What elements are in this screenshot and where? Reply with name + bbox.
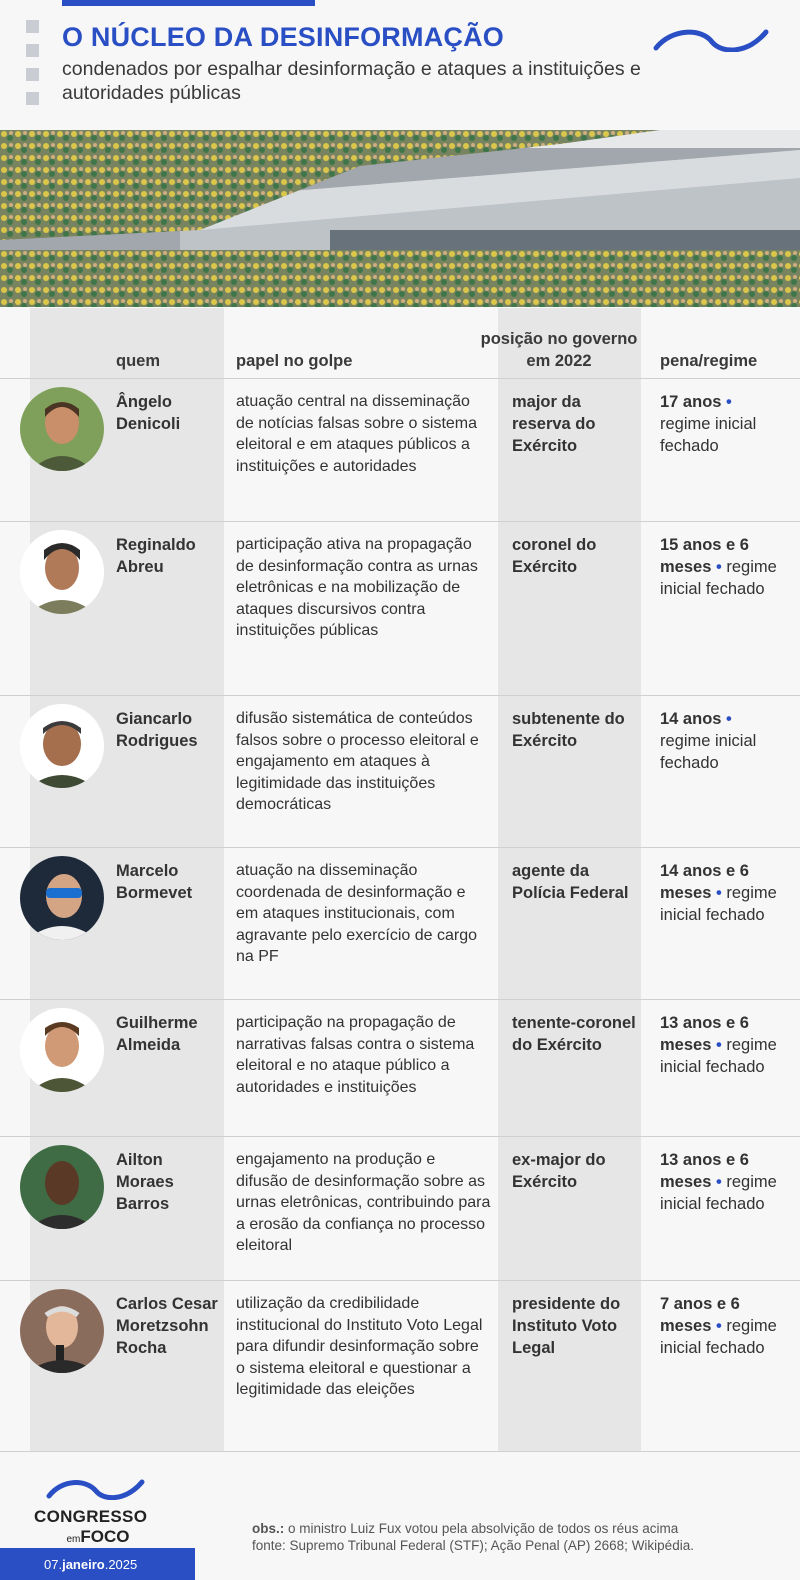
row-name: Ailton Moraes Barros bbox=[116, 1151, 174, 1213]
header-quem: quem bbox=[116, 352, 161, 370]
logo-em: em bbox=[66, 1534, 81, 1545]
row-pena bbox=[660, 1012, 780, 1078]
row-posicao: presidente do Instituto Voto Legal bbox=[512, 1295, 621, 1357]
footnotes bbox=[252, 1520, 792, 1554]
protest-photo bbox=[0, 130, 800, 307]
avatar bbox=[20, 1145, 104, 1229]
decorative-squares bbox=[26, 20, 42, 116]
row-papel: participação na propagação de narrativas falsas contra o sistema eleitoral e no ataque público a autoridades e instituições bbox=[236, 1014, 475, 1096]
pena-value: 17 anos bbox=[660, 393, 722, 411]
avatar bbox=[20, 1289, 104, 1373]
pena-value: 14 anos e 6 meses bbox=[660, 862, 749, 902]
row-name: Marcelo Bormevet bbox=[116, 862, 193, 902]
bullet-icon: • bbox=[715, 1317, 722, 1335]
pena-value: 13 anos e 6 meses bbox=[660, 1151, 749, 1191]
bullet-icon: • bbox=[715, 558, 722, 576]
obs-label: obs.: bbox=[252, 1521, 285, 1536]
date-year: .2025 bbox=[104, 1557, 138, 1572]
row-name: Ângelo Denicoli bbox=[116, 393, 181, 433]
date-bar bbox=[0, 1548, 195, 1580]
row-papel: atuação central na disseminação de notícias falsas sobre o sistema eleitoral e em ataques públicos a instituições e autoridades bbox=[236, 393, 478, 475]
pena-value: 14 anos bbox=[660, 710, 722, 728]
row-name: Guilherme Almeida bbox=[116, 1014, 198, 1054]
logo-line2 bbox=[34, 1527, 162, 1547]
top-accent-bar bbox=[62, 0, 315, 6]
row-pena bbox=[660, 1293, 780, 1359]
row-posicao: major da reserva do Exército bbox=[512, 393, 596, 455]
brand-wave-icon bbox=[652, 24, 772, 52]
logo-line1: CONGRESSO bbox=[34, 1507, 148, 1526]
pena-value: 13 anos e 6 meses bbox=[660, 1014, 749, 1054]
avatar bbox=[20, 856, 104, 940]
avatar bbox=[20, 387, 104, 471]
bullet-icon: • bbox=[726, 710, 732, 728]
table-row bbox=[0, 1136, 800, 1280]
row-pena bbox=[660, 534, 780, 600]
row-name: Carlos Cesar Moretzsohn Rocha bbox=[116, 1295, 218, 1357]
row-posicao: ex-major do Exército bbox=[512, 1151, 606, 1191]
logo-wave-icon bbox=[46, 1476, 146, 1500]
regime-value: regime inicial fechado bbox=[660, 1036, 777, 1076]
avatar bbox=[20, 1008, 104, 1092]
row-pena bbox=[660, 391, 780, 457]
table-row bbox=[0, 999, 800, 1136]
bullet-icon: • bbox=[715, 884, 722, 902]
regime-value: regime inicial fechado bbox=[660, 558, 777, 598]
avatar bbox=[20, 704, 104, 788]
header-posicao: posição no governo em 2022 bbox=[480, 330, 638, 370]
congresso-em-foco-logo bbox=[34, 1476, 174, 1547]
bullet-icon: • bbox=[715, 1036, 722, 1054]
row-name: Reginaldo Abreu bbox=[116, 536, 196, 576]
regime-value: regime inicial fechado bbox=[660, 415, 757, 455]
header-pena: pena/regime bbox=[660, 352, 758, 370]
row-posicao: agente da Polícia Federal bbox=[512, 862, 629, 902]
row-papel: participação ativa na propagação de desinformação contra as urnas eletrônicas e na mobilização de ataques discursivos contra instituições públicas bbox=[236, 536, 478, 639]
pena-value: 15 anos e 6 meses bbox=[660, 536, 749, 576]
date-month: janeiro bbox=[62, 1557, 105, 1572]
row-papel: atuação na disseminação coordenada de desinformação e em ataques institucionais, com agravante pelo exercício de cargo na PF bbox=[236, 862, 478, 965]
regime-value: regime inicial fechado bbox=[660, 1317, 777, 1357]
table-bottom-rule bbox=[0, 1451, 800, 1452]
obs-note bbox=[252, 1520, 792, 1537]
page-subtitle: condenados por espalhar desinformação e ataques a instituições e autoridades públicas bbox=[62, 58, 641, 104]
pena-value: 7 anos e 6 meses bbox=[660, 1295, 740, 1335]
table-row bbox=[0, 847, 800, 999]
bullet-icon: • bbox=[726, 393, 732, 411]
row-pena bbox=[660, 860, 780, 926]
source-note: fonte: Supremo Tribunal Federal (STF); Ação Penal (AP) 2668; Wikipédia. bbox=[252, 1538, 694, 1553]
logo-foco: FOCO bbox=[80, 1527, 130, 1546]
header-papel: papel no golpe bbox=[236, 352, 353, 370]
table-row bbox=[0, 521, 800, 695]
row-posicao: subtenente do Exército bbox=[512, 710, 625, 750]
row-papel: engajamento na produção e difusão de desinformação sobre as urnas eletrônicas, contribuindo para a erosão da confiança no processo eleitoral bbox=[236, 1151, 491, 1254]
row-papel: utilização da credibilidade institucional do Instituto Voto Legal para difundir desinformação sobre o sistema eleitoral e questionar a legitimidade das eleições bbox=[236, 1295, 483, 1398]
page-title: O NÚCLEO DA DESINFORMAÇÃO bbox=[62, 22, 504, 52]
date-day: 07. bbox=[44, 1557, 63, 1572]
avatar bbox=[20, 530, 104, 614]
table-row bbox=[0, 695, 800, 847]
regime-value: regime inicial fechado bbox=[660, 884, 777, 924]
bullet-icon: • bbox=[715, 1173, 722, 1191]
row-pena bbox=[660, 1149, 780, 1215]
table-header bbox=[0, 308, 800, 378]
row-posicao: coronel do Exército bbox=[512, 536, 597, 576]
table-row bbox=[0, 1280, 800, 1451]
regime-value: regime inicial fechado bbox=[660, 732, 757, 772]
row-posicao: tenente-coronel do Exército bbox=[512, 1014, 636, 1054]
row-name: Giancarlo Rodrigues bbox=[116, 710, 198, 750]
obs-text: o ministro Luiz Fux votou pela absolvição de todos os réus acima bbox=[284, 1521, 679, 1536]
row-pena bbox=[660, 708, 780, 774]
table-row bbox=[0, 378, 800, 521]
regime-value: regime inicial fechado bbox=[660, 1173, 777, 1213]
row-papel: difusão sistemática de conteúdos falsos sobre o processo eleitoral e engajamento em ataques à legitimidade das instituições democráticas bbox=[236, 710, 479, 813]
